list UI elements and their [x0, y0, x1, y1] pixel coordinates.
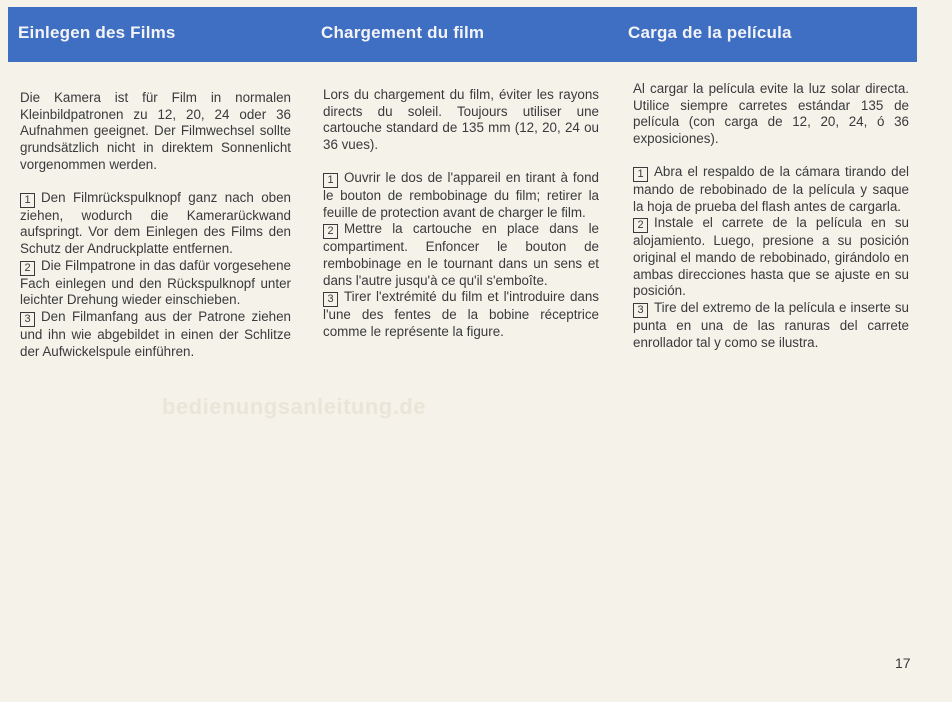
french-column: [323, 87, 599, 341]
step-number-box: 1: [633, 167, 648, 182]
spanish-intro: Al cargar la película evite la luz solar directa. Utilice siempre carretes estándar 135 de película (con carga de 12, 20, 24, ó 36 exposiciones).: [633, 81, 909, 147]
step-number-box: 3: [323, 292, 338, 307]
step-number-box: 1: [323, 173, 338, 188]
step-number-box: 2: [323, 224, 338, 239]
german-step-1-text: Den Filmrückspulknopf ganz nach oben ziehen, wodurch die Kamerarückwand aufspringt. Vor dem Einlegen des Films den Schutz der Andruckplatte entfernen.: [20, 189, 291, 256]
french-step-1-text: Ouvrir le dos de l'appareil en tirant à fond le bouton de rembobinage du film; retirer la feuille de protection avant de charger le film.: [323, 169, 599, 220]
french-step-3-text: Tirer l'extrémité du film et l'introduire dans l'une des fentes de la bobine réceptrice comme le représente la figure.: [323, 289, 599, 340]
spanish-column: [633, 81, 909, 351]
german-step-1: [20, 190, 291, 258]
french-step-2: [323, 221, 599, 289]
spanish-step-1: [633, 164, 909, 215]
german-step-3-text: Den Filmanfang aus der Patrone ziehen und ihn wie abgebildet in einen der Schlitze der Aufwickelspule einführen.: [20, 309, 291, 359]
spanish-step-2-text: Instale el carrete de la película en su alojamiento. Luego, presione a su posición original el mando de rebobinado, girándolo en ambas direcciones hasta que se ajuste en su posición.: [633, 215, 909, 299]
german-step-2: [20, 258, 291, 309]
step-number-box: 3: [20, 312, 35, 327]
spanish-section-title: Carga de la película: [628, 23, 792, 42]
german-step-2-text: Die Filmpatrone in das dafür vorgesehene Fach einlegen und den Rückspulknopf unter leichter Drehung wieder einschieben.: [20, 257, 291, 308]
step-number-box: 3: [633, 303, 648, 318]
german-column: [20, 90, 291, 360]
spanish-step-1-text: Abra el respaldo de la cámara tirando del mando de rebobinado de la película y saque la hoja de prueba del flash antes de cargarla.: [633, 163, 909, 214]
french-section-title: Chargement du film: [321, 23, 485, 42]
step-number-box: 2: [633, 218, 648, 233]
french-step-1: [323, 170, 599, 221]
french-step-3: [323, 289, 599, 340]
step-number-box: 2: [20, 261, 35, 276]
french-step-2-text: Mettre la cartouche en place dans le compartiment. Enfoncer le bouton de rembobinage en le tournant dans un sens et dans l'autre jusqu'à ce qu'il s'emboîte.: [323, 221, 599, 288]
watermark: bedienungsanleitung.de: [162, 394, 427, 419]
german-step-3: [20, 309, 291, 360]
spanish-step-2: [633, 215, 909, 300]
spanish-step-3: [633, 300, 909, 351]
french-intro: Lors du chargement du film, éviter les rayons directs du soleil. Toujours utiliser une cartouche standard de 135 mm (12, 20, 24 ou 36 vues).: [323, 87, 599, 153]
german-intro: Die Kamera ist für Film in normalen Kleinbildpatronen zu 12, 20, 24 oder 36 Aufnahmen geeignet. Der Filmwechsel sollte grundsätzlich nicht in direktem Sonnenlicht vorgenommen werden.: [20, 90, 291, 172]
page-number: 17: [895, 655, 911, 671]
step-number-box: 1: [20, 193, 35, 208]
german-section-title: Einlegen des Films: [18, 23, 176, 42]
spanish-step-3-text: Tire del extremo de la película e inserte su punta en una de las ranuras del carrete enrollador tal y como se ilustra.: [633, 300, 909, 350]
